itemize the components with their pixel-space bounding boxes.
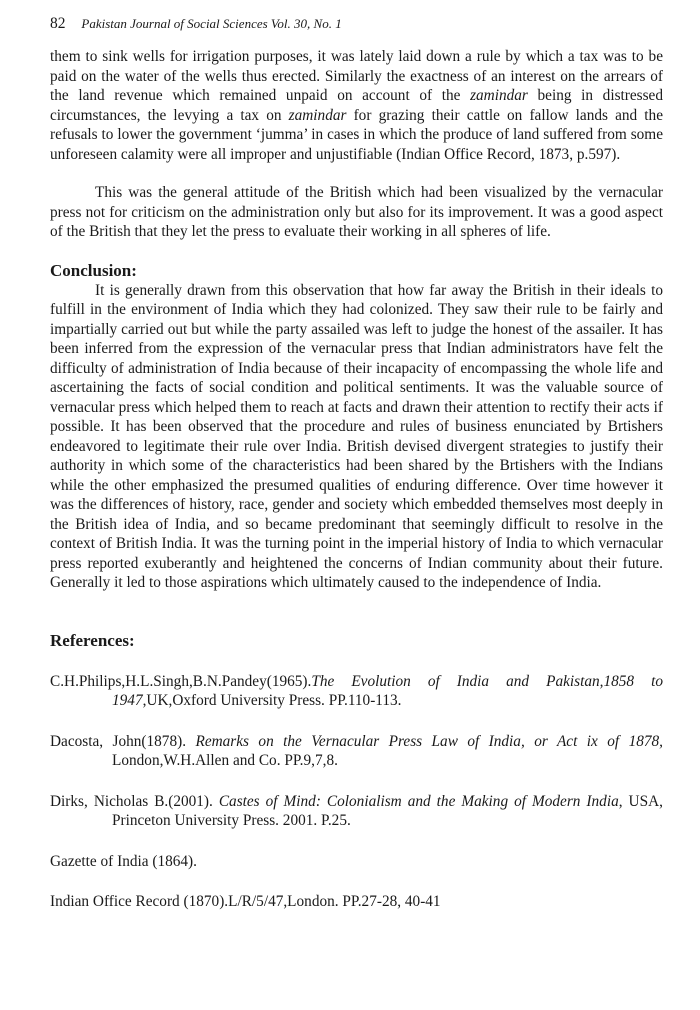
reference-title: Castes of Mind: Colonialism and the Making of Modern India [218,792,619,810]
reference-item [50,792,663,831]
attitude-paragraph: This was the general attitude of the British which had been visualized by the vernacular press not for criticism on the administration only but also for its improvement. It was a good aspect of the British that they let the press to evaluate their working in all spheres of life. [50,184,663,240]
intro-term-2: zamindar [288,106,347,124]
reference-author: C.H.Philips,H.L.Singh,B.N.Pandey(1965). [50,672,312,690]
journal-title: Pakistan Journal of Social Sciences Vol. 30, No. 1 [81,16,342,31]
reference-author: Gazette of India (1864). [50,852,197,870]
conclusion-paragraph: It is generally drawn from this observation that how far away the British in their ideals to fulfill in the environment of India which they had colonized. They saw their rule to be fairly and impartially carried out but while the party assailed was left to judge the honest of the assailer. It has been inferred from the expression of the vernacular press that Indian administrators have felt the difficulty of administration of India because of their incapacity of encompassing the whole life and ascertaining the facts of social condition and political sentiments. It was the valuable source of vernacular press which helped them to reach at facts and drawn their attention to rectify their acts if possible. It has been observed that the procedure and rules of business enunciated by Brtishers endeavored to legitimate their rule over India. British devised divergent strategies to justify their authority in which some of the characteristics had been shared by the Brtishers with the Indians while the other emphasized the presumed qualities of enduring difference. Over time however it was the differences of history, race, gender and society which embedded themselves most deeply in the British idea of India, and so became predominant that seemingly difficult to resolve in the context of British India. It was the turning point in the imperial history of India to which vernacular press reported exuberantly and heightened the concerns of Indian community about their future. Generally it led to those aspirations which ultimately caused to the independence of India. [50,281,663,591]
reference-title: Remarks on the Vernacular Press Law of India, or Act ix of 1878, [195,732,663,750]
intro-text-2: being in distressed circumstances, the levying a tax on [50,87,663,124]
reference-publisher: London,W.H.Allen and Co. PP.9,7,8. [112,752,338,769]
reference-list [50,672,663,912]
reference-item [50,892,663,912]
reference-item [50,732,663,771]
intro-text-1: them to sink wells for irrigation purposes, it was lately laid down a rule by which a tax was to be paid on the water of the wells thus erected. Similarly the exactness of an interest on the arrears of the land revenue which remained unpaid on account of the [50,48,663,104]
reference-publisher: , USA, Princeton University Press. 2001. P.25. [112,792,663,829]
intro-text-3: for grazing their cattle on fallow lands and the refusals to lower the government ‘jumma’ in cases in which the produce of land suffered from some unforeseen calamity were all improper and unjustifiable (Indian Office Record, 1873, p.597). [50,106,663,163]
running-header [50,14,342,34]
conclusion-heading: Conclusion: [50,260,137,280]
reference-title: The Evolution of India and Pakistan,1858 to 1947 [112,672,663,709]
reference-publisher: ,UK,Oxford University Press. PP.110-113. [142,692,402,709]
reference-item [50,852,663,872]
intro-paragraph [50,47,663,164]
reference-author: Dacosta, John(1878). [50,732,196,750]
intro-term-1: zamindar [470,87,528,104]
reference-item [50,672,663,711]
page-number: 82 [50,15,66,32]
reference-author: Indian Office Record (1870).L/R/5/47,London. PP.27-28, 40-41 [50,893,441,910]
page-body [50,47,663,912]
references-heading: References: [50,630,135,650]
reference-author: Dirks, Nicholas B.(2001). [50,792,219,810]
